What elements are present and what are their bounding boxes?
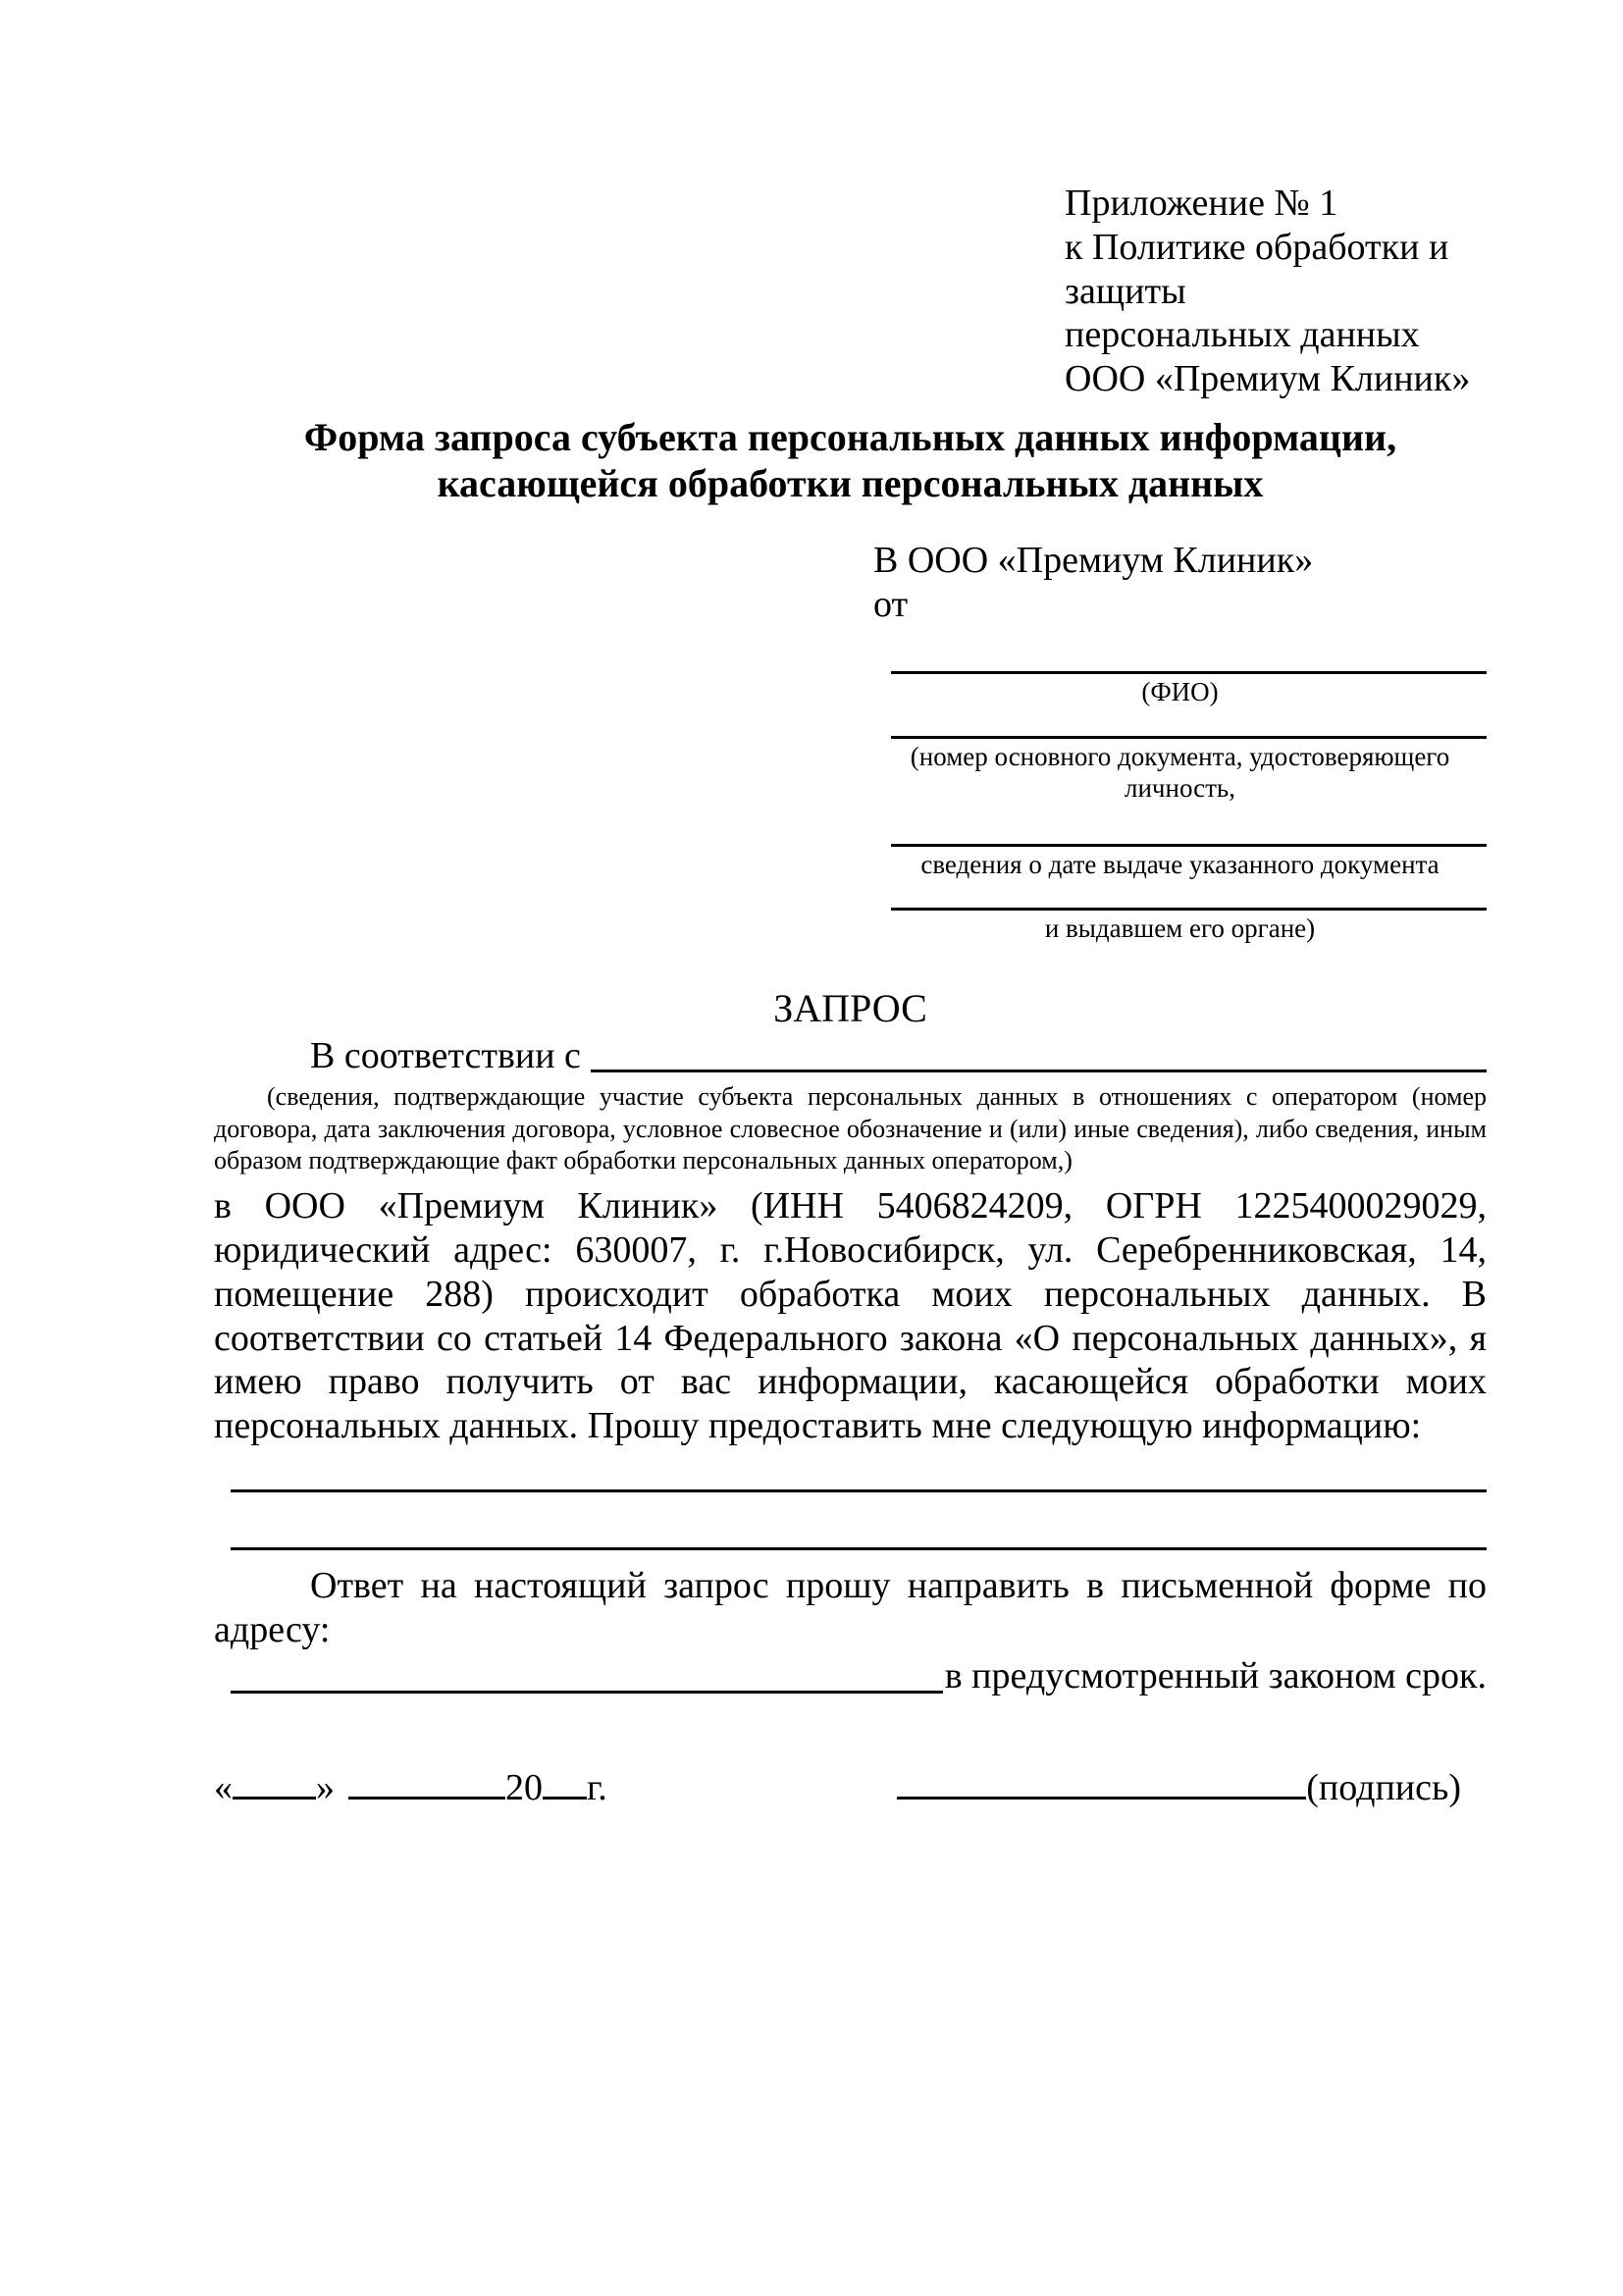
address-blank-line [231, 1691, 943, 1694]
fio-caption: (ФИО) [1141, 677, 1219, 707]
doc-date-blank-line [891, 844, 1487, 847]
doc-number-blank-line [891, 736, 1487, 739]
document-title-line: касающейся обработки персональных данных [437, 460, 1264, 505]
recipient-from-label: от [873, 583, 909, 625]
appendix-note [1065, 182, 1487, 401]
request-heading: ЗАПРОС [773, 986, 927, 1031]
date-year-prefix: 20 [505, 1766, 543, 1808]
doc-issuer-caption: и выдавшем его органе) [1044, 913, 1316, 943]
basis-line [214, 1034, 1487, 1078]
appendix-note-line: персональных данных [1065, 314, 1420, 356]
document-title [214, 415, 1487, 507]
signature-caption: (подпись) [1306, 1766, 1461, 1808]
doc-date-caption: сведения о дате выдаче указанного документа [920, 849, 1440, 879]
document-title-line: Форма запроса субъекта персональных данных информации, [303, 415, 1397, 460]
date-month-blank [348, 1763, 505, 1800]
fio-blank-line [891, 671, 1487, 674]
signature-field [897, 1763, 1461, 1810]
appendix-note-line: ООО «Премиум Клиник» [1065, 358, 1471, 400]
recipient-to: В ООО «Премиум Клиник» [873, 539, 1314, 581]
date-open-quote: « [214, 1766, 233, 1808]
appendix-note-line: к Политике обработки и защиты [1065, 226, 1449, 312]
date-year-blank [543, 1763, 587, 1800]
info-blank-line-1 [231, 1489, 1487, 1492]
date-year-suffix: г. [587, 1766, 607, 1808]
date-field [214, 1763, 607, 1810]
appendix-note-line: Приложение № 1 [1065, 183, 1338, 224]
signature-row [214, 1763, 1487, 1810]
date-close-quote: » [316, 1766, 335, 1808]
basis-footnote: (сведения, подтверждающие участие субъекта персональных данных в отношениях с оператором (номер договора, дата заключения договора, условное словесное обозначение и (или) иные сведения), либо сведения, иным образом подтверждающие факт обработки персональных данных оператором,) [214, 1082, 1487, 1174]
doc-issuer-blank-line [891, 908, 1487, 911]
date-day-blank [233, 1763, 316, 1800]
signature-blank-line [897, 1763, 1306, 1800]
reply-instruction: Ответ на настоящий запрос прошу направить в письменной форме по адресу: [214, 1565, 1487, 1650]
recipient-block [873, 539, 1487, 945]
basis-label: В соответствии с [310, 1034, 581, 1076]
reply-address-line [214, 1654, 1487, 1698]
reply-tail-text: в предусмотренный законом срок. [944, 1654, 1487, 1696]
info-blank-line-2 [231, 1547, 1487, 1550]
doc-number-caption: (номер основного документа, удостоверяющего личность, [910, 741, 1450, 804]
body-paragraph: в ООО «Премиум Клиник» (ИНН 5406824209, ОГРН 1225400029029, юридический адрес: 630007, г. г.Новосибирск, ул. Серебренниковская, 14, помещение 288) происходит обработка моих персональных данных. В соответствии со статьей 14 Федерального закона «О персональных данных», я имею право получить от вас информации, касающейся обработки моих персональных данных. Прошу предоставить мне следующую информацию: [214, 1185, 1487, 1447]
basis-blank-line [591, 1070, 1487, 1072]
